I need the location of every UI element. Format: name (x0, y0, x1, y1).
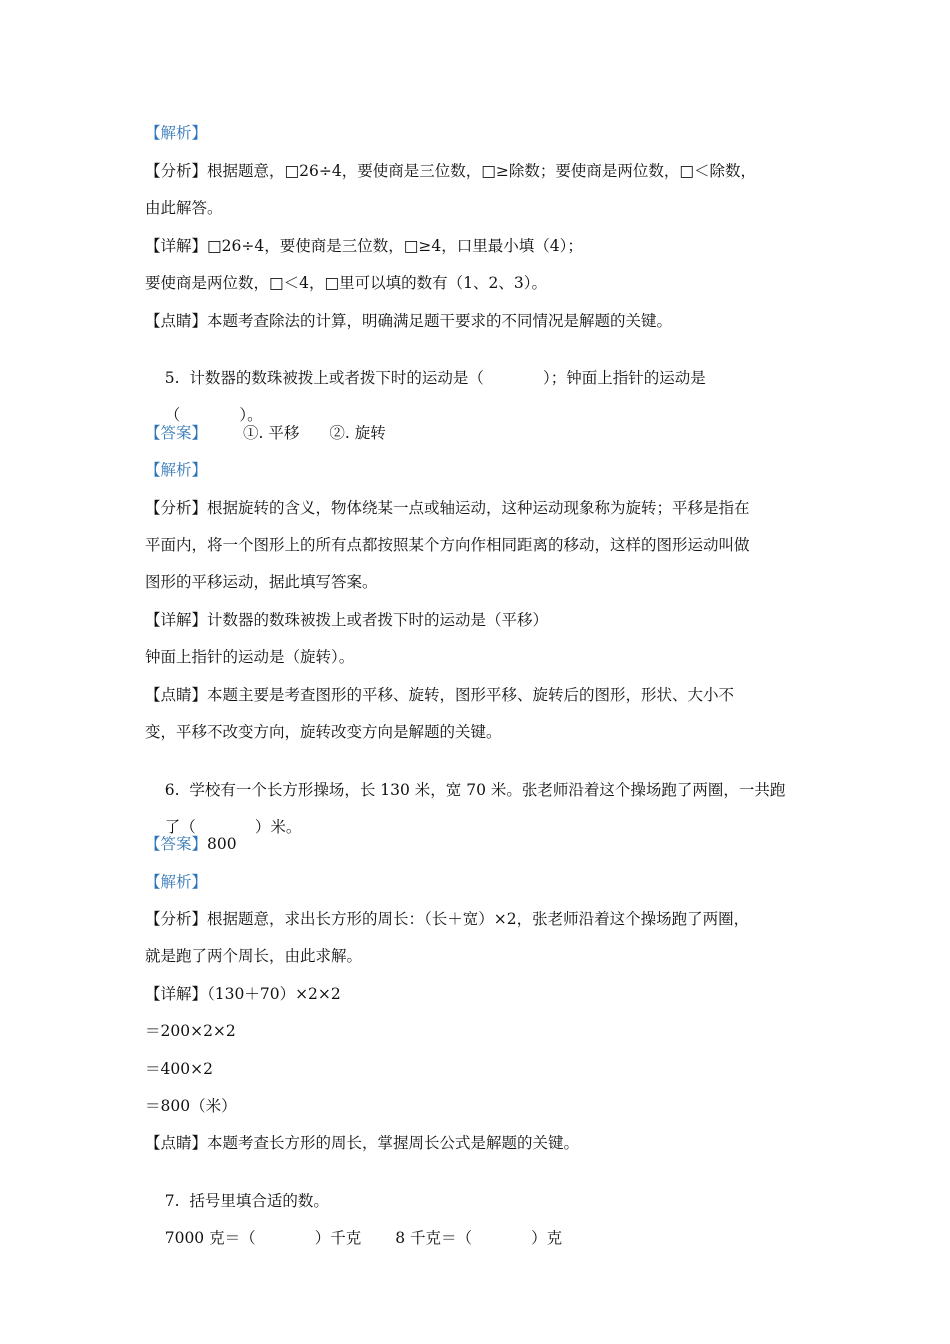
calculation-step (145, 1096, 810, 1116)
question-7-items (145, 1208, 810, 1268)
question-item-1: 7000 克＝（ ）千克 (164, 1229, 362, 1247)
detail-text: （130＋70）×2×2 (207, 985, 341, 1003)
answer-item-2: ②. 旋转 (329, 424, 386, 442)
calculation-text: ＝200×2×2 (145, 1022, 236, 1040)
comment-text: 变，平移不改变方向，旋转改变方向是解题的关键。 (145, 723, 502, 741)
comment-tag: 【点睛】 (145, 312, 208, 330)
analysis-heading (145, 872, 810, 892)
detail-text: □26÷4，要使商是三位数，□≥4，口里最小填（4）； (207, 237, 583, 255)
analysis-paragraph (145, 498, 810, 518)
detail-continuation (145, 273, 810, 293)
detail-paragraph (145, 984, 810, 1004)
question-text: 5. 计数器的数珠被拨上或者拨下时的运动是（ ）；钟面上指针的运动是 (164, 369, 706, 387)
calculation-step (145, 1059, 810, 1079)
detail-tag: 【详解】 (145, 237, 208, 255)
question-text: 6. 学校有一个长方形操场，长 130 米，宽 70 米。张老师沿着这个操场跑了两圈，一共跑 (164, 781, 786, 799)
comment-paragraph (145, 1133, 810, 1153)
detail-paragraph (145, 236, 810, 256)
analysis-tag: 【分析】 (145, 910, 208, 928)
analysis-continuation (145, 946, 810, 966)
comment-text: 本题考查除法的计算，明确满足题干要求的不同情况是解题的关键。 (207, 312, 673, 330)
analysis-heading (145, 123, 810, 143)
answer-line (145, 834, 810, 854)
analysis-text: 根据题意，求出长方形的周长：（长＋宽）×2，张老师沿着这个操场跑了两圈， (207, 910, 750, 928)
detail-text: 钟面上指针的运动是（旋转）。 (145, 648, 355, 666)
comment-continuation (145, 722, 810, 742)
analysis-paragraph (145, 909, 810, 929)
question-item-2: 8 千克＝（ ）克 (395, 1229, 563, 1247)
answer-item-1: ①. 平移 (243, 424, 300, 442)
comment-paragraph (145, 311, 810, 331)
analysis-text: 就是跑了两个周长，由此求解。 (145, 947, 363, 965)
analysis-tag: 【分析】 (145, 162, 208, 180)
analysis-tag: 【解析】 (145, 461, 208, 479)
analysis-continuation (145, 535, 810, 555)
analysis-text: 图形的平移运动，据此填写答案。 (145, 573, 378, 591)
calculation-text: ＝400×2 (145, 1060, 213, 1078)
detail-text: 计数器的数珠被拨上或者拨下时的运动是（平移） (207, 611, 549, 629)
answer-tag: 【答案】 (145, 835, 208, 853)
analysis-tag: 【分析】 (145, 499, 208, 517)
detail-tag: 【详解】 (145, 985, 208, 1003)
analysis-continuation (145, 198, 810, 218)
detail-continuation (145, 647, 810, 667)
analysis-text: 根据旋转的含义，物体绕某一点或轴运动，这种运动现象称为旋转；平移是指在 (207, 499, 750, 517)
detail-tag: 【详解】 (145, 611, 208, 629)
analysis-text: 根据题意，□26÷4，要使商是三位数，□≥除数；要使商是两位数，□＜除数， (207, 162, 757, 180)
comment-tag: 【点睛】 (145, 1134, 208, 1152)
answer-tag: 【答案】 (145, 424, 208, 442)
comment-tag: 【点睛】 (145, 686, 208, 704)
analysis-tag: 【解析】 (145, 873, 208, 891)
analysis-tag: 【解析】 (145, 124, 208, 142)
analysis-continuation (145, 572, 810, 592)
answer-line (145, 423, 810, 443)
comment-text: 本题考查长方形的周长，掌握周长公式是解题的关键。 (207, 1134, 580, 1152)
comment-text: 本题主要是考查图形的平移、旋转，图形平移、旋转后的图形，形状、大小不 (207, 686, 735, 704)
question-text: （ ）。 (164, 406, 263, 424)
question-text: 了（ ）米。 (164, 818, 302, 836)
question-text: 7. 括号里填合适的数。 (164, 1192, 329, 1210)
analysis-heading (145, 460, 810, 480)
detail-paragraph (145, 610, 810, 630)
calculation-text: ＝800（米） (145, 1097, 237, 1115)
calculation-step (145, 1021, 810, 1041)
detail-text: 要使商是两位数，□＜4，□里可以填的数有（1、2、3）。 (145, 274, 547, 292)
answer-value: 800 (207, 835, 237, 853)
analysis-text: 由此解答。 (145, 199, 223, 217)
comment-paragraph (145, 685, 810, 705)
analysis-text: 平面内，将一个图形上的所有点都按照某个方向作相同距离的移动，这样的图形运动叫做 (145, 536, 750, 554)
analysis-paragraph (145, 161, 810, 181)
